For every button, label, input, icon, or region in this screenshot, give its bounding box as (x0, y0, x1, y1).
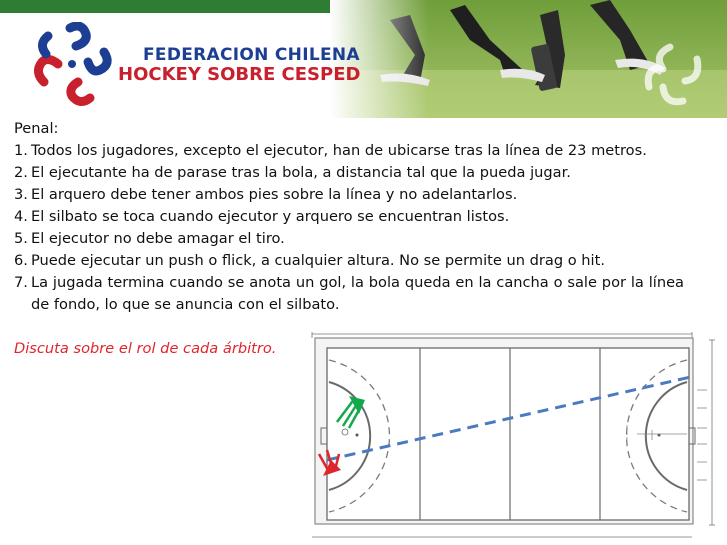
hockey-players-photo (330, 0, 727, 118)
list-text: La jugada termina cuando se anota un gol, la bola queda en la cancha o sale por la línea de fondo, lo que se anuncia con el silbato. (31, 274, 684, 313)
hockey-field-diagram (297, 330, 727, 545)
list-item (14, 184, 684, 206)
list-number: 5. (14, 230, 28, 247)
rules-content (14, 118, 684, 316)
federation-logo-icon (30, 22, 114, 108)
list-text: El arquero debe tener ambos pies sobre la línea y no adelantarlos. (31, 186, 518, 203)
org-name-line1: FEDERACION CHILENA (143, 45, 360, 65)
list-item (14, 206, 684, 228)
list-number: 4. (14, 208, 28, 225)
section-title: Penal: (14, 120, 59, 137)
list-text: El ejecutor no debe amagar el tiro. (31, 230, 285, 247)
list-text: Puede ejecutar un push o flick, a cualquier altura. No se permite un drag o hit. (31, 252, 605, 269)
list-item (14, 162, 684, 184)
header-photo-banner (330, 0, 727, 118)
list-item (14, 140, 684, 162)
rules-list (14, 140, 684, 316)
list-number: 6. (14, 252, 28, 269)
list-number: 2. (14, 164, 28, 181)
list-text: El ejecutante ha de parase tras la bola, a distancia tal que la pueda jugar. (31, 164, 571, 181)
list-number: 3. (14, 186, 28, 203)
discussion-prompt: Discuta sobre el rol de cada árbitro. (14, 340, 277, 357)
list-text: El silbato se toca cuando ejecutor y arquero se encuentran listos. (31, 208, 510, 225)
org-name-line2: HOCKEY SOBRE CESPED (118, 64, 361, 85)
list-number: 1. (14, 142, 28, 159)
list-item (14, 250, 684, 272)
list-item (14, 228, 684, 250)
list-item (14, 272, 684, 316)
list-text: Todos los jugadores, excepto el ejecutor, han de ubicarse tras la línea de 23 metros. (31, 142, 647, 159)
list-number: 7. (14, 274, 28, 291)
